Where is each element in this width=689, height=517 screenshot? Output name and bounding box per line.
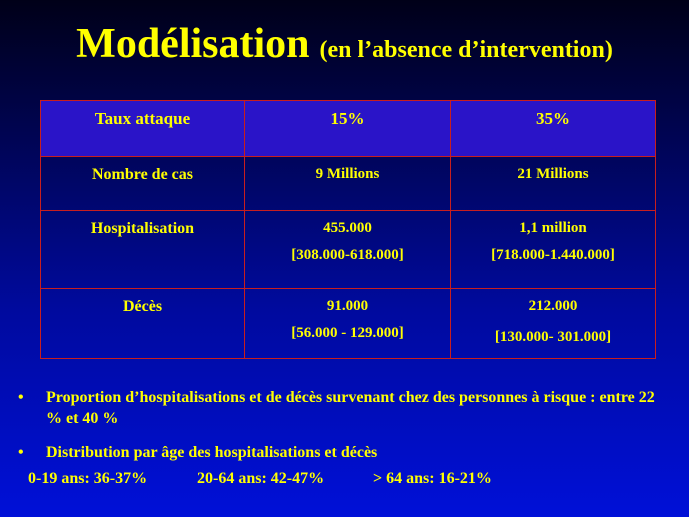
cell-cases-15 xyxy=(245,157,451,211)
cell-hosp-15-range: [308.000-618.000] xyxy=(291,247,404,263)
cell-deces-35 xyxy=(451,289,656,359)
age-distribution-row xyxy=(28,468,668,489)
cell-hosp-15 xyxy=(245,211,451,289)
slide-title xyxy=(0,20,689,68)
title-main: Modélisation xyxy=(76,21,310,67)
table-row-deces xyxy=(41,289,656,359)
age-group-64-plus: > 64 ans: 16-21% xyxy=(373,470,492,487)
age-group-0-19: 0-19 ans: 36-37% xyxy=(28,470,148,487)
cell-hosp-15-value: 455.000 xyxy=(323,220,372,236)
bullet-icon: • xyxy=(18,444,24,461)
bullet-text-risk: Proportion d’hospitalisations et de décès survenant chez des personnes à risque : entre 22 % et 40 % xyxy=(46,389,655,427)
cell-cases-35-value: 21 Millions xyxy=(517,166,589,182)
cell-cases-35 xyxy=(451,157,656,211)
cell-hosp-35-range: [718.000-1.440.000] xyxy=(491,247,615,263)
bullet-list xyxy=(18,387,668,489)
title-subtitle: (en l’absence d’intervention) xyxy=(319,37,613,63)
bullet-item-risk xyxy=(18,387,668,429)
cell-deces-35-value: 212.000 xyxy=(528,298,578,314)
cell-cases-15-value: 9 Millions xyxy=(315,166,380,182)
table-header-row xyxy=(41,101,656,157)
header-attack-rate-label: Taux attaque xyxy=(41,101,245,157)
table-row-hospitalisation xyxy=(41,211,656,289)
bullet-item-age xyxy=(18,442,668,463)
row-label-hospitalisation: Hospitalisation xyxy=(41,211,245,289)
header-col-35: 35% xyxy=(451,101,656,157)
bullet-icon: • xyxy=(18,389,24,406)
cell-deces-15-value: 91.000 xyxy=(326,298,369,314)
modelisation-table xyxy=(40,100,656,359)
cell-deces-35-range: [130.000- 301.000] xyxy=(494,329,612,345)
cell-hosp-35-value: 1,1 million xyxy=(519,220,587,236)
age-group-20-64: 20-64 ans: 42-47% xyxy=(197,470,325,487)
bullet-text-age: Distribution par âge des hospitalisations et décès xyxy=(46,444,378,461)
row-label-cases: Nombre de cas xyxy=(41,157,245,211)
cell-hosp-35 xyxy=(451,211,656,289)
header-col-15: 15% xyxy=(245,101,451,157)
row-label-deces: Décès xyxy=(41,289,245,359)
cell-deces-15 xyxy=(245,289,451,359)
table-row-cases xyxy=(41,157,656,211)
cell-deces-15-range: [56.000 - 129.000] xyxy=(291,325,404,341)
